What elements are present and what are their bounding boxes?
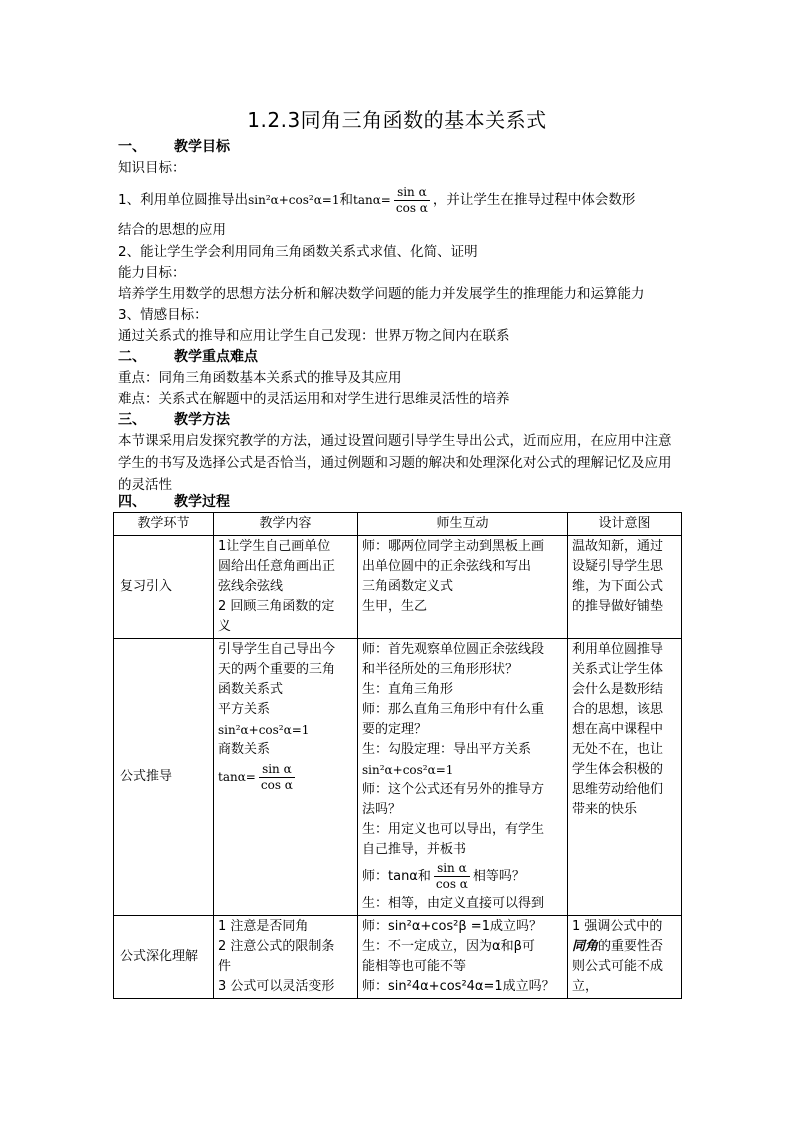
cell-line: 天的两个重要的三角 (218, 662, 336, 677)
identity-formula: sin²α+cos²α=1 (218, 723, 310, 737)
cell-line: 义 (218, 619, 232, 634)
fraction-numerator: sin α (434, 861, 470, 877)
cell-line: 商数关系 (218, 742, 271, 757)
header-interaction: 师生互动 (358, 513, 568, 536)
header-intent: 设计意图 (568, 513, 682, 536)
cell-line: 利用单位圆推导 (572, 642, 664, 657)
cell-line: 温故知新，通过 (572, 539, 664, 554)
table-header-row (114, 513, 682, 536)
cell-line: 生：相等，由定义直接可以得到 (362, 896, 545, 911)
cell-line: 设疑引导学生思 (572, 559, 664, 574)
quotient-fraction (394, 185, 430, 216)
cell-line: 平方关系 (218, 702, 271, 717)
cell-line: 合的思想，该思 (572, 702, 664, 717)
fraction-numerator: sin α (394, 185, 430, 201)
intent-cell (568, 536, 682, 639)
cell-line: 师：sin²4α+cos²4α=1成立吗？ (362, 979, 555, 994)
emotion-goal-text: 通过关系式的推导和应用让学生自己发现：世界万物之间内在联系 (118, 328, 510, 344)
cell-line: 师：首先观察单位圆正余弦线段 (362, 642, 545, 657)
cell-line: 件 (218, 959, 232, 974)
section-heading-method (118, 410, 688, 431)
section-number: 二、 (118, 349, 146, 365)
stage-cell: 公式深化理解 (114, 916, 214, 999)
section-label: 教学方法 (174, 412, 230, 428)
interaction-cell (358, 916, 568, 999)
difficulty-point: 难点：关系式在解题中的灵活运用和对学生进行思维灵活性的培养 (118, 391, 510, 407)
fraction-denominator: cos α (395, 200, 428, 215)
section-heading-keypoints (118, 347, 688, 368)
quotient-fraction (259, 762, 295, 793)
quotient-formula (218, 760, 353, 795)
ability-goal-text: 培养学生用数学的思想方法分析和解决数学问题的能力并发展学生的推理能力和运算能力 (118, 286, 645, 302)
cell-line: 师：sin²α+cos²β =1成立吗？ (362, 919, 542, 934)
section-heading-process (118, 492, 688, 513)
question-suffix: 相等吗？ (472, 869, 525, 884)
cell-line: 自己推导，并板书 (362, 842, 467, 857)
cell-line: 带来的快乐 (572, 802, 638, 817)
cell-line: 思维劳动给他们 (572, 782, 664, 797)
knowledge-goal-label: 知识目标： (118, 160, 186, 176)
cell-line: 师：哪两位同学主动到黑板上画 (362, 539, 545, 554)
goal-item-1-continued: 结合的思想的应用 (118, 222, 226, 238)
cell-line: 能相等也可能不等 (362, 959, 467, 974)
identity-formula: sin²α+cos²α=1 (362, 763, 454, 777)
ability-goal-label: 能力目标： (118, 265, 186, 281)
interaction-cell (358, 536, 568, 639)
intent-cell (568, 639, 682, 916)
cell-line: 三角函数定义式 (362, 579, 454, 594)
cell-line: 函数关系式 (218, 682, 284, 697)
cell-line: 的推导做好铺垫 (572, 599, 664, 614)
fraction-numerator: sin α (259, 762, 295, 778)
cell-line: 1 注意是否同角 (218, 919, 309, 934)
goal-item-1-suffix: ，并让学生在推导过程中体会数形 (432, 192, 636, 208)
section-label: 教学过程 (174, 494, 230, 510)
header-content: 教学内容 (214, 513, 358, 536)
section-number: 四、 (118, 494, 146, 510)
cell-line: 3 公式可以灵活变形 (218, 979, 335, 994)
cell-line: 立， (572, 979, 599, 994)
section-heading-goals (118, 137, 688, 158)
cell-line: 要的定理？ (362, 722, 428, 737)
interaction-cell (358, 639, 568, 916)
method-paragraph: 本节课采用启发探究教学的方法，通过设置问题引导学生导出公式，近而应用，在应用中注意学生的书写及选择公式是否恰当，通过例题和习题的解决和处理深化对公式的理解记忆及应用的灵活性 (118, 433, 672, 493)
cell-line: 师：这个公式还有另外的推导方 (362, 782, 545, 797)
cell-line: 维，为下面公式 (572, 579, 664, 594)
intent-pre: 1 强调公式中的 (572, 919, 663, 934)
intent-emphasis-line (572, 917, 677, 937)
section-number: 一、 (118, 139, 146, 155)
cell-line: 2 回顾三角函数的定 (218, 599, 335, 614)
cell-line: 生：不一定成立，因为α和β可 (362, 939, 535, 954)
fraction-denominator: cos α (260, 778, 293, 792)
stage-cell: 公式推导 (114, 639, 214, 916)
cell-line: 2 注意公式的限制条 (218, 939, 335, 954)
cell-line: 和半径所处的三角形形状？ (362, 662, 519, 677)
cell-line: 生：用定义也可以导出，有学生 (362, 822, 545, 837)
quotient-fraction (434, 861, 470, 892)
emotion-goal-label: 3、情感目标： (118, 307, 208, 323)
conjunction: 和 (339, 192, 353, 208)
cell-line: 生甲，生乙 (362, 599, 428, 614)
header-stage: 教学环节 (114, 513, 214, 536)
question-line (362, 860, 563, 894)
cell-line: 弦线余弦线 (218, 579, 284, 594)
goal-item-1-prefix: 1、利用单位圆推导出 (118, 192, 249, 208)
identity-formula: sin²α+cos²α=1 (248, 193, 340, 207)
intent-post: 的重要性否 (598, 939, 664, 954)
section-label: 教学目标 (174, 139, 230, 155)
cell-line: 出单位圆中的正余弦线和写出 (362, 559, 532, 574)
cell-line: 生：勾股定理：导出平方关系 (362, 742, 532, 757)
stage-cell: 复习引入 (114, 536, 214, 639)
question-prefix: 师：tanα和 (362, 869, 431, 884)
table-row (114, 916, 682, 999)
teaching-process-table (113, 512, 682, 999)
cell-line: 生：直角三角形 (362, 682, 454, 697)
goal-item-1 (118, 180, 688, 220)
emphasized-word: 同角 (572, 939, 599, 954)
cell-line: 师：那么直角三角形中有什么重 (362, 702, 545, 717)
table-row (114, 536, 682, 639)
cell-line: 会什么是数形结 (572, 682, 664, 697)
cell-line: 无处不在，也让 (572, 742, 664, 757)
intent-emphasis-line (572, 937, 677, 957)
focus-point: 重点：同角三角函数基本关系式的推导及其应用 (118, 370, 402, 386)
content-cell (214, 639, 358, 916)
cell-line: 学生体会积极的 (572, 762, 664, 777)
cell-line: 法吗？ (362, 802, 402, 817)
cell-line: 则公式可能不成 (572, 959, 664, 974)
tan-lhs: tanα= (218, 770, 256, 784)
cell-line: 圆给出任意角画出正 (218, 559, 336, 574)
content-cell (214, 916, 358, 999)
tan-lhs: tanα= (353, 193, 391, 207)
cell-line: 1让学生自己画单位 (218, 539, 331, 554)
cell-line: 关系式让学生体 (572, 662, 664, 677)
cell-line: 引导学生自己导出今 (218, 642, 336, 657)
page-title: 1.2.3同角三角函数的基本关系式 (247, 108, 547, 132)
fraction-denominator: cos α (435, 877, 468, 891)
table-row (114, 639, 682, 916)
section-label: 教学重点难点 (174, 349, 258, 365)
goal-item-2: 2、能让学生学会利用同角三角函数关系式求值、化简、证明 (118, 244, 478, 260)
section-number: 三、 (118, 412, 146, 428)
cell-line: 想在高中课程中 (572, 722, 664, 737)
content-cell (214, 536, 358, 639)
intent-cell (568, 916, 682, 999)
